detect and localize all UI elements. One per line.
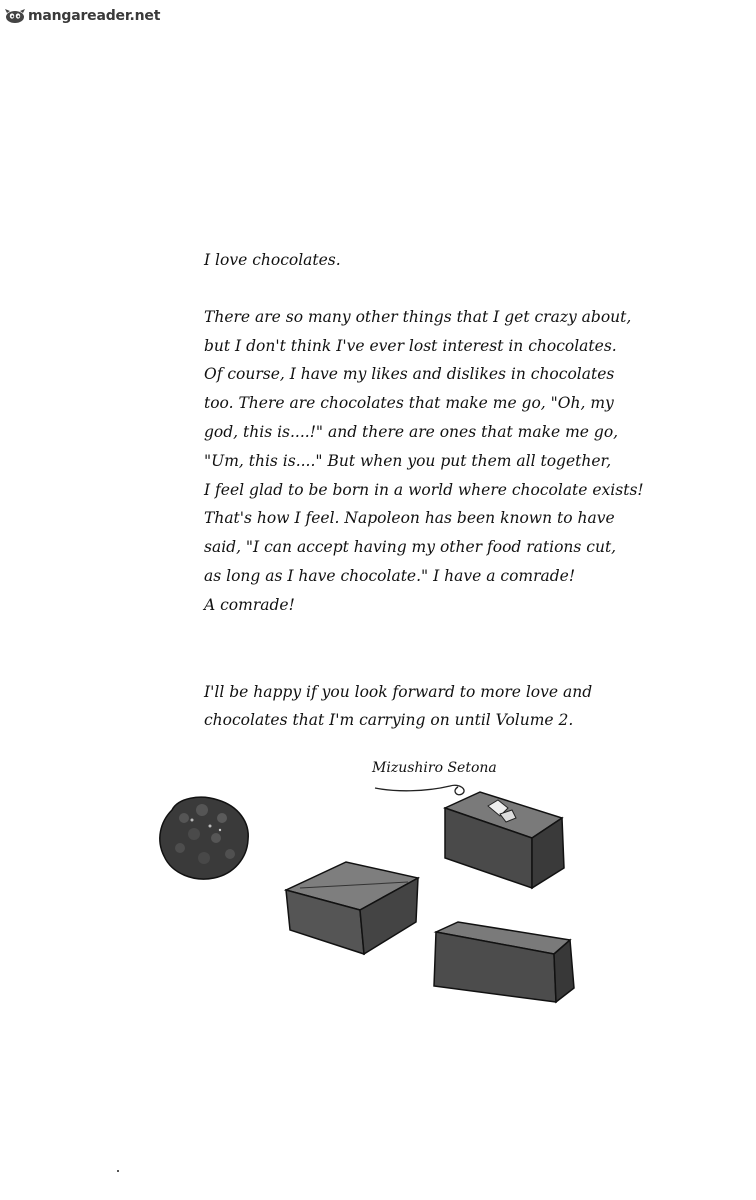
greeting-line: I love chocolates. <box>204 251 341 269</box>
author-signature: Mizushiro Setona <box>372 760 497 776</box>
signature-squiggle <box>375 785 464 794</box>
watermark-text: mangareader.net <box>28 8 161 24</box>
letter-line: "Um, this is...." But when you put them all together, <box>204 451 612 470</box>
letter-line: said, "I can accept having my other food rations cut, <box>204 538 617 557</box>
letter-line: but I don't think I've ever lost interest in chocolates. <box>204 336 617 355</box>
letter-line: That's how I feel. Napoleon has been known to have <box>204 509 615 528</box>
letter-line: chocolates that I'm carrying on until Volume 2. <box>204 711 574 730</box>
stray-dot <box>117 1170 119 1172</box>
block-chocolate-bottom <box>434 922 574 1002</box>
letter-line: as long as I have chocolate." I have a comrade! <box>204 566 576 585</box>
square-chocolate-top <box>445 792 564 888</box>
letter-line: god, this is....!" and there are ones that make me go, <box>204 422 619 441</box>
letter-line: Of course, I have my likes and dislikes in chocolates <box>204 365 615 384</box>
paragraph-one <box>204 303 644 620</box>
chocolates-illustration <box>150 770 580 1020</box>
round-truffle <box>160 797 248 879</box>
rectangular-chocolate-middle <box>286 862 418 954</box>
mangareader-logo-icon <box>4 8 26 24</box>
paragraph-two <box>204 678 593 736</box>
letter-line: There are so many other things that I get crazy about, <box>204 307 632 326</box>
letter-line: A comrade! <box>204 595 295 614</box>
letter-line: I feel glad to be born in a world where chocolate exists! <box>204 480 644 499</box>
letter-line: I'll be happy if you look forward to more love and <box>204 682 593 701</box>
author-letter <box>204 246 644 735</box>
watermark <box>4 8 160 24</box>
letter-line: too. There are chocolates that make me go, "Oh, my <box>204 394 614 413</box>
